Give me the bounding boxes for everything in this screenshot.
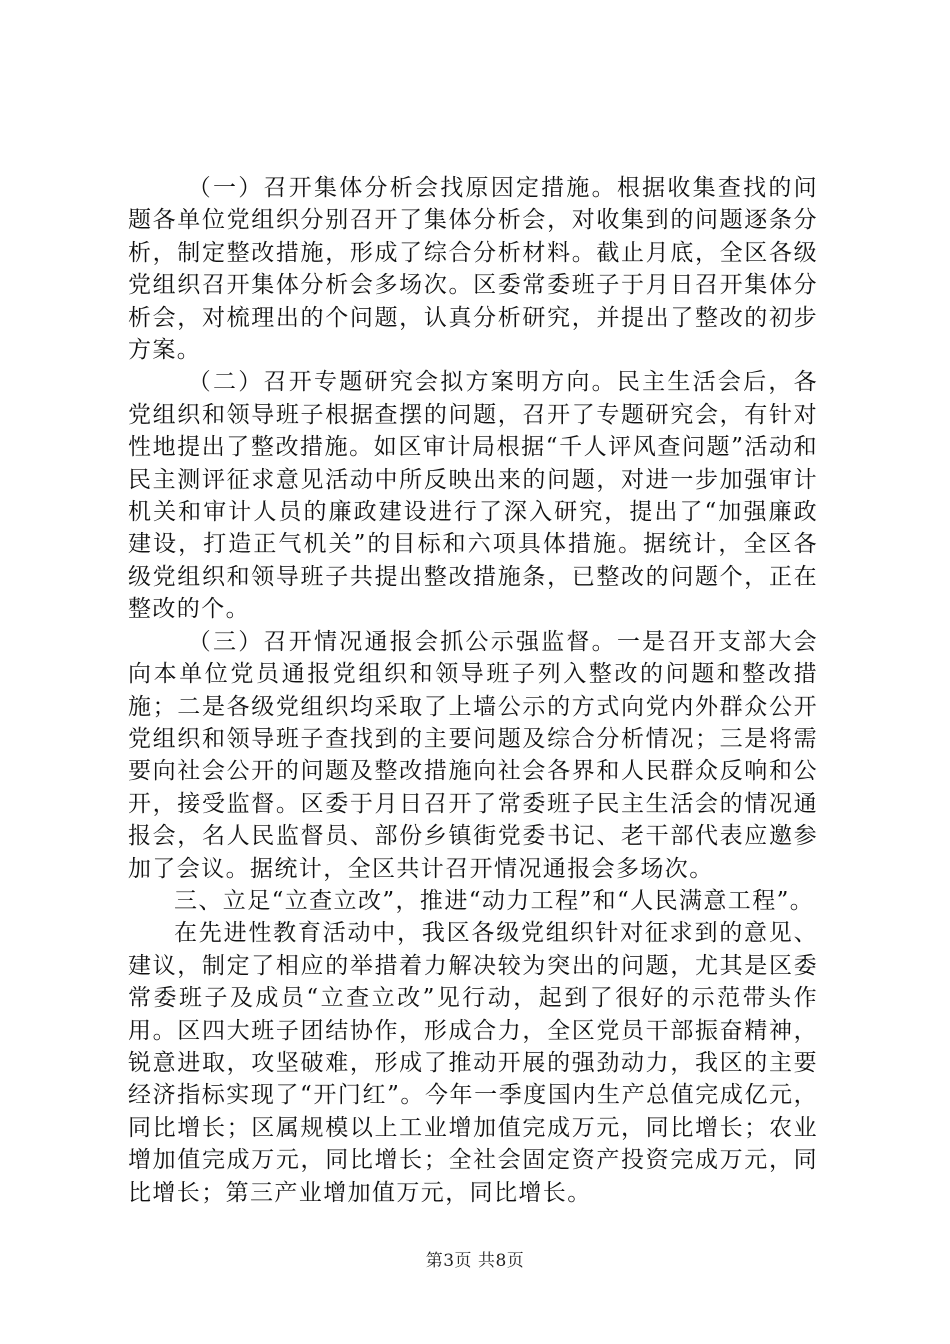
paragraph-briefing-meeting: （三）召开情况通报会抓公示强监督。一是召开支部大会向本单位党员通报党组织和领导班子列入整改的问题和整改措施；二是各级党组织均采取了上墙公示的方式向党内外群众公开党组织和领导班子查找到的主要问题及综合分析情况；三是将需要向社会公开的问题及整改措施向社会各界和人民群众反响和公开，接受监督。区委于月日召开了常委班子民主生活会的情况通报会，名人民监督员、部份乡镇街党委书记、老干部代表应邀参加了会议。据统计，全区共计召开情况通报会多场次。 (128, 628, 818, 882)
document-body (128, 172, 818, 1209)
paragraph-economic-results: 在先进性教育活动中，我区各级党组织针对征求到的意见、建议，制定了相应的举措着力解决较为突出的问题，尤其是区委常委班子及成员“立查立改”见行动，起到了很好的示范带头作用。区四大班子团结协作，形成合力，全区党员干部振奋精神，锐意进取，攻坚破难，形成了推动开展的强劲动力，我区的主要经济指标实现了“开门红”。今年一季度国内生产总值完成亿元，同比增长；区属规模以上工业增加值完成万元，同比增长；农业增加值完成万元，同比增长；全社会固定资产投资完成万元，同比增长；第三产业增加值万元，同比增长。 (128, 920, 818, 1206)
section-heading-three: 三、立足“立查立改”，推进“动力工程”和“人民满意工程”。 (174, 887, 815, 914)
paragraph-research-meeting: （二）召开专题研究会拟方案明方向。民主生活会后，各党组织和领导班子根据查摆的问题，召开了专题研究会，有针对性地提出了整改措施。如区审计局根据“千人评风查问题”活动和民主测评征求意见活动中所反映出来的问题，对进一步加强审计机关和审计人员的廉政建设进行了深入研究，提出了“加强廉政建设，打造正气机关”的目标和六项具体措施。据统计，全区各级党组织和领导班子共提出整改措施条，已整改的问题个，正在整改的个。 (128, 369, 818, 623)
paragraph-analysis-meeting: （一）召开集体分析会找原因定措施。根据收集查找的问题各单位党组织分别召开了集体分析会，对收集到的问题逐条分析，制定整改措施，形成了综合分析材料。截止月底，全区各级党组织召开集体分析会多场次。区委常委班子于月日召开集体分析会，对梳理出的个问题，认真分析研究，并提出了整改的初步方案。 (128, 175, 818, 364)
page-number-footer: 第3页 共8页 (425, 1251, 525, 1271)
